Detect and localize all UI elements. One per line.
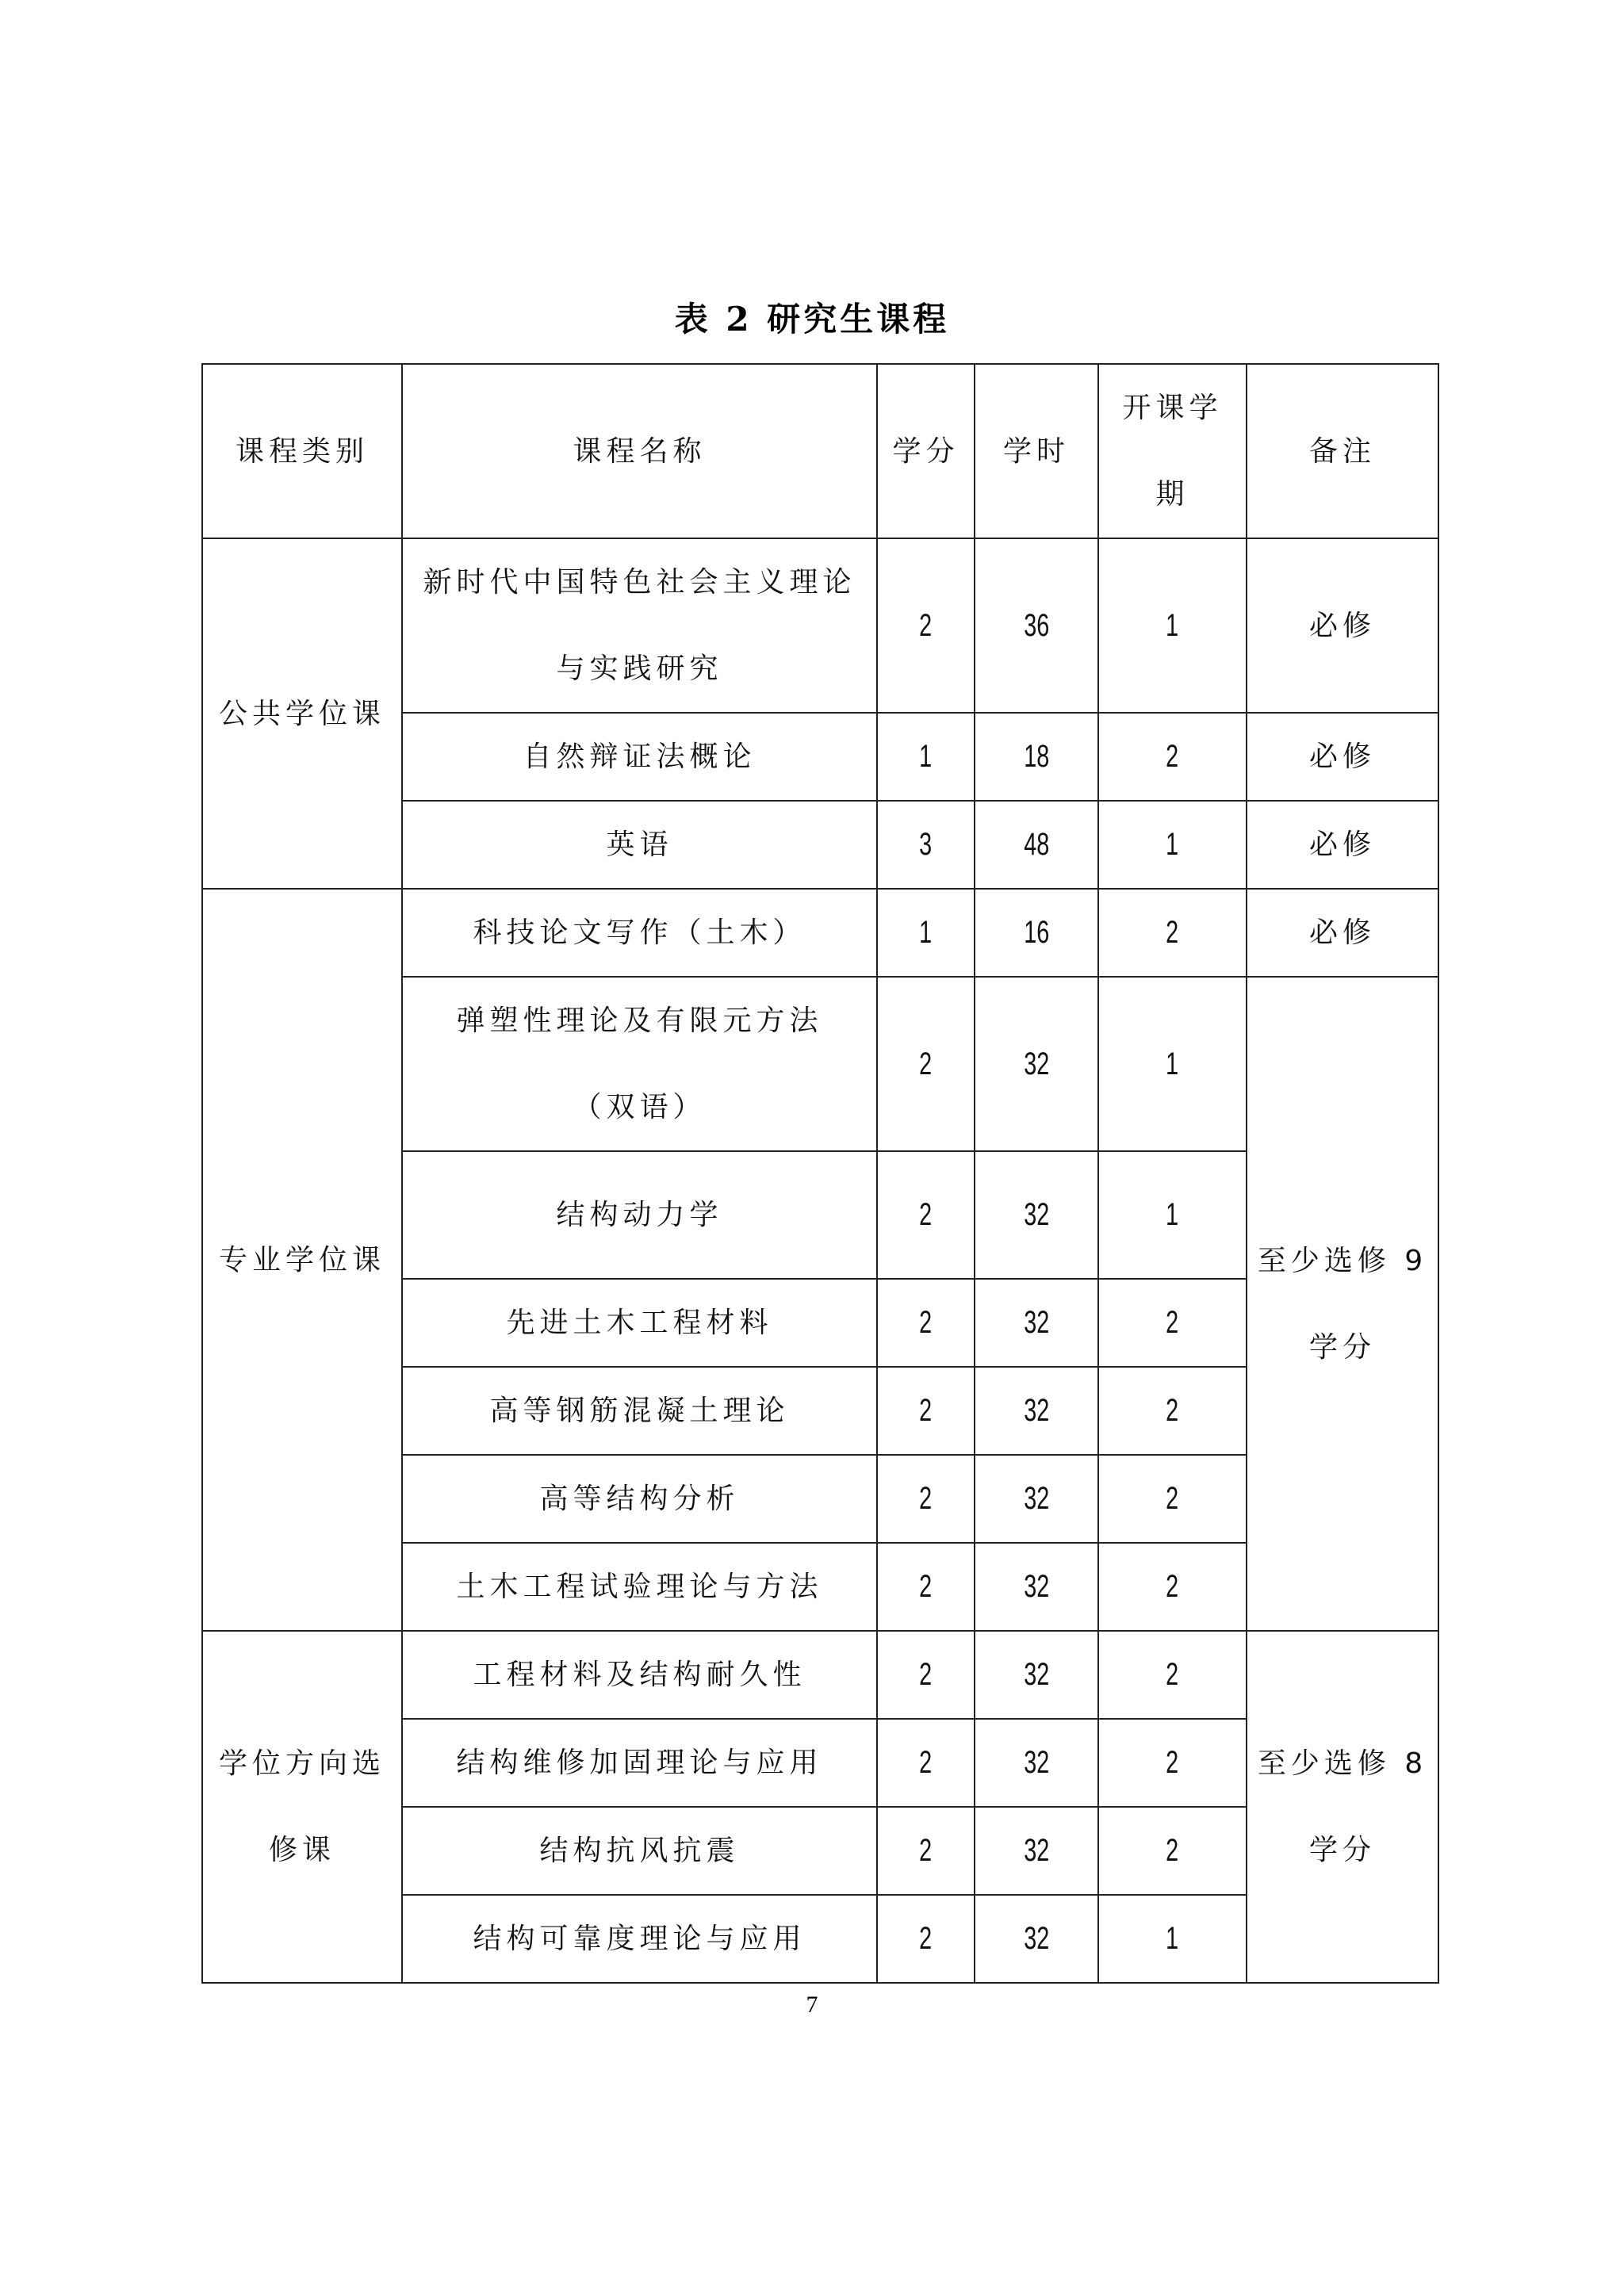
semester-cell: 1 — [1098, 977, 1247, 1151]
table-row — [202, 1631, 1438, 1719]
course-name: 结构维修加固理论与应用 — [402, 1719, 877, 1807]
semester-cell: 1 — [1098, 1151, 1247, 1279]
course-name: 结构抗风抗震 — [402, 1807, 877, 1895]
credits-cell: 2 — [877, 1367, 975, 1455]
header-credits: 学分 — [877, 364, 975, 538]
course-name: 工程材料及结构耐久性 — [402, 1631, 877, 1719]
table-row — [202, 538, 1438, 713]
credits-cell: 1 — [877, 713, 975, 801]
header-name: 课程名称 — [402, 364, 877, 538]
course-name: 高等结构分析 — [402, 1455, 877, 1543]
semester-cell: 2 — [1098, 1543, 1247, 1631]
hours-cell: 32 — [975, 1895, 1098, 1983]
semester-cell: 2 — [1098, 713, 1247, 801]
semester-cell: 1 — [1098, 1895, 1247, 1983]
credits-cell: 2 — [877, 977, 975, 1151]
credits-cell: 2 — [877, 1455, 975, 1543]
semester-cell: 2 — [1098, 889, 1247, 977]
course-name: 自然辩证法概论 — [402, 713, 877, 801]
semester-cell: 2 — [1098, 1807, 1247, 1895]
page-number: 7 — [806, 1992, 818, 2018]
header-notes: 备注 — [1247, 364, 1438, 538]
course-name: 英语 — [402, 801, 877, 889]
credits-cell: 2 — [877, 1719, 975, 1807]
hours-cell: 32 — [975, 1719, 1098, 1807]
course-name: 结构动力学 — [402, 1151, 877, 1279]
hours-cell: 32 — [975, 1631, 1098, 1719]
hours-cell: 48 — [975, 801, 1098, 889]
semester-cell: 2 — [1098, 1279, 1247, 1367]
course-name: 先进土木工程材料 — [402, 1279, 877, 1367]
note-cell: 必修 — [1247, 713, 1438, 801]
semester-cell: 1 — [1098, 801, 1247, 889]
credits-cell: 2 — [877, 1631, 975, 1719]
credits-cell: 1 — [877, 889, 975, 977]
category-cell: 学位方向选 修课 — [202, 1631, 402, 1983]
credits-cell: 2 — [877, 1895, 975, 1983]
course-name: 新时代中国特色社会主义理论 与实践研究 — [402, 538, 877, 713]
header-category: 课程类别 — [202, 364, 402, 538]
course-name: 土木工程试验理论与方法 — [402, 1543, 877, 1631]
credits-cell: 2 — [877, 1543, 975, 1631]
credits-cell: 2 — [877, 1807, 975, 1895]
hours-cell: 32 — [975, 1279, 1098, 1367]
header-semester: 开课学 期 — [1098, 364, 1247, 538]
semester-cell: 2 — [1098, 1367, 1247, 1455]
header-hours: 学时 — [975, 364, 1098, 538]
hours-cell: 32 — [975, 977, 1098, 1151]
semester-cell: 2 — [1098, 1719, 1247, 1807]
credits-cell: 2 — [877, 1151, 975, 1279]
course-name: 高等钢筋混凝土理论 — [402, 1367, 877, 1455]
hours-cell: 32 — [975, 1807, 1098, 1895]
semester-cell: 2 — [1098, 1455, 1247, 1543]
hours-cell: 32 — [975, 1367, 1098, 1455]
group-note-cell: 至少选修 9 学分 — [1247, 977, 1438, 1631]
header-row — [202, 364, 1438, 538]
table-title: 表 2 研究生课程 — [674, 300, 950, 339]
note-cell: 必修 — [1247, 538, 1438, 713]
semester-cell: 2 — [1098, 1631, 1247, 1719]
hours-cell: 32 — [975, 1151, 1098, 1279]
course-name: 弹塑性理论及有限元方法 （双语） — [402, 977, 877, 1151]
semester-cell: 1 — [1098, 538, 1247, 713]
credits-cell: 2 — [877, 538, 975, 713]
hours-cell: 32 — [975, 1543, 1098, 1631]
category-cell: 公共学位课 — [202, 538, 402, 889]
hours-cell: 32 — [975, 1455, 1098, 1543]
group-note-cell: 至少选修 8 学分 — [1247, 1631, 1438, 1983]
course-name: 结构可靠度理论与应用 — [402, 1895, 877, 1983]
course-name: 科技论文写作（土木） — [402, 889, 877, 977]
note-cell: 必修 — [1247, 801, 1438, 889]
table-row — [202, 889, 1438, 977]
hours-cell: 36 — [975, 538, 1098, 713]
note-cell: 必修 — [1247, 889, 1438, 977]
credits-cell: 2 — [877, 1279, 975, 1367]
credits-cell: 3 — [877, 801, 975, 889]
course-table — [201, 363, 1439, 1984]
hours-cell: 16 — [975, 889, 1098, 977]
category-cell: 专业学位课 — [202, 889, 402, 1631]
hours-cell: 18 — [975, 713, 1098, 801]
